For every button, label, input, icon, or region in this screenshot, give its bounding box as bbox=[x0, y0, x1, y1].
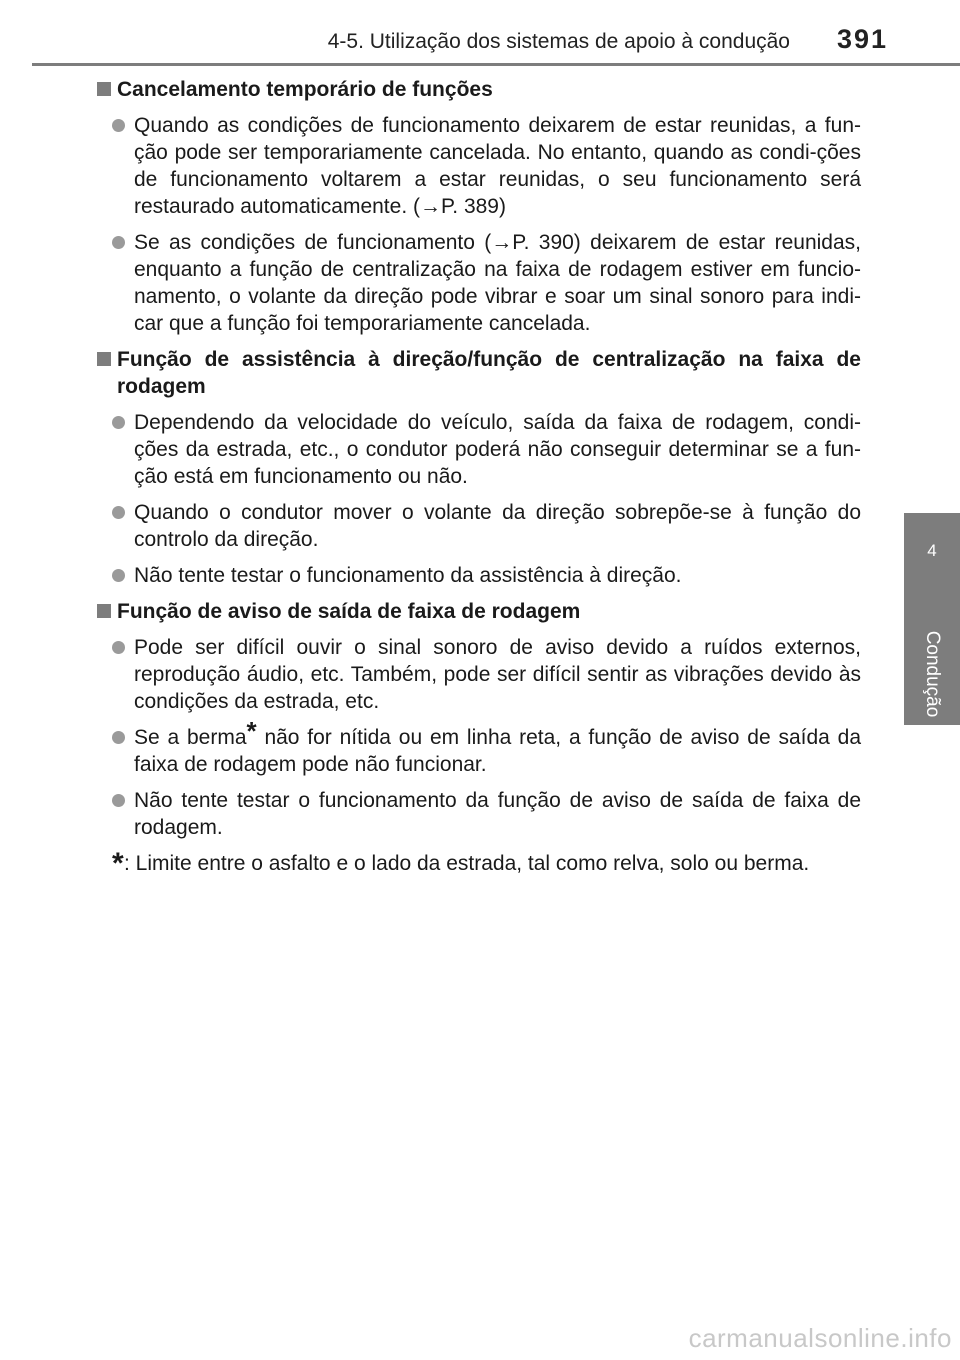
list-item: Não tente testar o funcionamento da assistência à direção. bbox=[112, 562, 861, 589]
round-bullet-icon bbox=[112, 416, 125, 429]
footnote-marker: * bbox=[112, 847, 124, 880]
list-item: Pode ser difícil ouvir o sinal sonoro de aviso devido a ruídos externos, reprodução áudio, etc. Também, pode ser difícil sentir as vibrações devido às condições da estrada, etc. bbox=[112, 634, 861, 715]
page-header bbox=[0, 0, 960, 60]
page-content bbox=[96, 76, 861, 880]
square-bullet-icon bbox=[97, 352, 111, 366]
list-item bbox=[112, 716, 861, 778]
list-item: Não tente testar o funcionamento da função de aviso de saída de faixa de rodagem. bbox=[112, 787, 861, 841]
round-bullet-icon bbox=[112, 731, 125, 744]
round-bullet-icon bbox=[112, 569, 125, 582]
section-heading: Função de assistência à direção/função de centralização na faixa de rodagem bbox=[96, 346, 861, 400]
chapter-title: 4-5. Utilização dos sistemas de apoio à condução bbox=[327, 30, 790, 53]
section-heading: Cancelamento temporário de funções bbox=[96, 76, 861, 103]
round-bullet-icon bbox=[112, 119, 125, 132]
section-heading: Função de aviso de saída de faixa de rodagem bbox=[96, 598, 861, 625]
round-bullet-icon bbox=[112, 236, 125, 249]
footnote bbox=[112, 847, 861, 880]
berma-item-text: Se a berma* não for nítida ou em linha reta, a função de aviso de saída da faixa de rodagem pode não funcionar. bbox=[134, 716, 861, 776]
list-item: Dependendo da velocidade do veículo, saída da faixa de rodagem, condi-ções da estrada, etc., o condutor poderá não conseguir determinar se a fun-ção está em funcionamento ou não. bbox=[112, 409, 861, 490]
square-bullet-icon bbox=[97, 604, 111, 618]
list-item: Quando as condições de funcionamento deixarem de estar reunidas, a fun-ção pode ser temporariamente cancelada. No entanto, quando as condi-ções de funcionamento voltarem a estar reunidas, o seu funcionamento será restaurado automaticamente. (→P. 389) bbox=[112, 112, 861, 220]
section-temporary-cancel bbox=[96, 76, 861, 337]
header-divider bbox=[32, 63, 960, 66]
watermark: carmanualsonline.info bbox=[688, 1323, 952, 1353]
list-item: Quando o condutor mover o volante da direção sobrepõe-se à função do controlo da direção. bbox=[112, 499, 861, 553]
section-lane-departure-warning bbox=[96, 598, 861, 841]
section-steering-assist bbox=[96, 346, 861, 589]
page-number: 391 bbox=[836, 24, 888, 54]
chapter-tab-number: 4 bbox=[927, 541, 937, 560]
round-bullet-icon bbox=[112, 794, 125, 807]
list-item: Se as condições de funcionamento (→P. 390) deixarem de estar reunidas, enquanto a função de centralização na faixa de rodagem estiver em funcio-namento, o volante da direção pode vibrar e soar um sinal sonoro para indi-car que a função foi temporariamente cancelada. bbox=[112, 229, 861, 337]
footnote-marker: * bbox=[246, 716, 257, 746]
round-bullet-icon bbox=[112, 641, 125, 654]
chapter-tab-label: Condução bbox=[922, 630, 943, 718]
footnote-text: : Limite entre o asfalto e o lado da estrada, tal como relva, solo ou berma. bbox=[124, 852, 810, 875]
round-bullet-icon bbox=[112, 506, 125, 519]
square-bullet-icon bbox=[97, 82, 111, 96]
chapter-side-tab bbox=[904, 513, 960, 725]
